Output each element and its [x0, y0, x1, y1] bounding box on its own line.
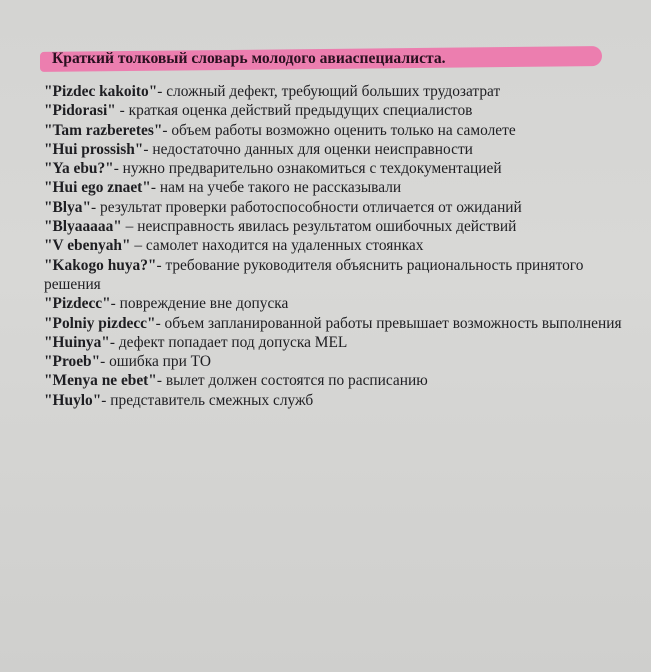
- entry-term: "Blyaaaaa": [44, 218, 122, 236]
- entry-definition: - результат проверки работоспособности отличается от ожиданий: [91, 198, 522, 216]
- entry-definition: - повреждение вне допуска: [110, 295, 289, 313]
- entry-term: "Huylo": [44, 391, 102, 409]
- entry-term: "Hui ego znaet": [44, 179, 151, 197]
- entry-definition: - объем работы возможно оценить только на самолете: [162, 121, 516, 139]
- glossary-entry: [44, 352, 624, 371]
- page-title: Краткий толковый словарь молодого авиаспециалиста.: [52, 50, 446, 67]
- entry-term: "Blya": [44, 198, 92, 216]
- glossary-entry: [44, 314, 624, 333]
- glossary-entry: [44, 217, 624, 236]
- entry-definition: - объем запланированной работы превышает возможность выполнения: [155, 314, 622, 332]
- entry-term: "Pizdec kakoito": [44, 83, 158, 100]
- entry-definition: - недостаточно данных для оценки неисправности: [143, 140, 473, 158]
- entry-definition: - ошибка при ТО: [100, 353, 211, 371]
- entry-definition: - нужно предварительно ознакомиться с техдокументацией: [113, 160, 502, 178]
- entry-definition: - нам на учебе такого не рассказывали: [150, 179, 402, 197]
- title-block: [44, 46, 600, 72]
- glossary-entry: [44, 391, 624, 410]
- glossary-entry: [44, 101, 624, 120]
- entry-definition: – неисправность явилась результатом ошибочных действий: [121, 218, 517, 236]
- glossary-entry: [44, 121, 624, 140]
- glossary-entry: [44, 294, 624, 313]
- entry-term: "Kakogo huya?": [44, 256, 157, 274]
- entry-definition: - сложный дефект, требующий больших трудозатрат: [157, 83, 501, 100]
- glossary-entry: [44, 140, 624, 159]
- glossary-entry: [44, 333, 624, 352]
- entry-definition: - требование руководителя объяснить рациональность принятого решения: [44, 256, 584, 293]
- entry-definition: - дефект попадает под допуска MEL: [109, 333, 348, 351]
- entry-term: "Ya ebu?": [44, 160, 114, 178]
- glossary-entry: [44, 236, 624, 255]
- glossary-entry: [44, 371, 624, 390]
- entry-term: "V ebenyah": [44, 237, 131, 255]
- glossary-list: [44, 82, 624, 410]
- glossary-entry: [44, 178, 624, 197]
- entry-definition: – самолет находится на удаленных стоянках: [130, 237, 424, 255]
- entry-term: "Menya ne ebet": [44, 372, 157, 390]
- entry-definition: - вылет должен состоятся по расписанию: [156, 372, 428, 390]
- entry-definition: - представитель смежных служб: [101, 391, 314, 409]
- glossary-entry: [44, 198, 624, 217]
- entry-term: "Tam razberetes": [44, 121, 163, 139]
- entry-term: "Proeb": [44, 353, 101, 371]
- entry-term: "Huinya": [44, 333, 110, 351]
- entry-definition: - краткая оценка действий предыдущих специалистов: [115, 102, 473, 120]
- entry-term: "Hui prossish": [44, 140, 144, 158]
- entry-term: "Polniy pizdecc": [44, 314, 156, 332]
- entry-term: "Pizdecc": [44, 295, 111, 313]
- glossary-entry: [44, 256, 624, 295]
- glossary-entry: [44, 159, 624, 178]
- entry-term: "Pidorasi": [44, 102, 116, 120]
- glossary-entry: [44, 82, 624, 101]
